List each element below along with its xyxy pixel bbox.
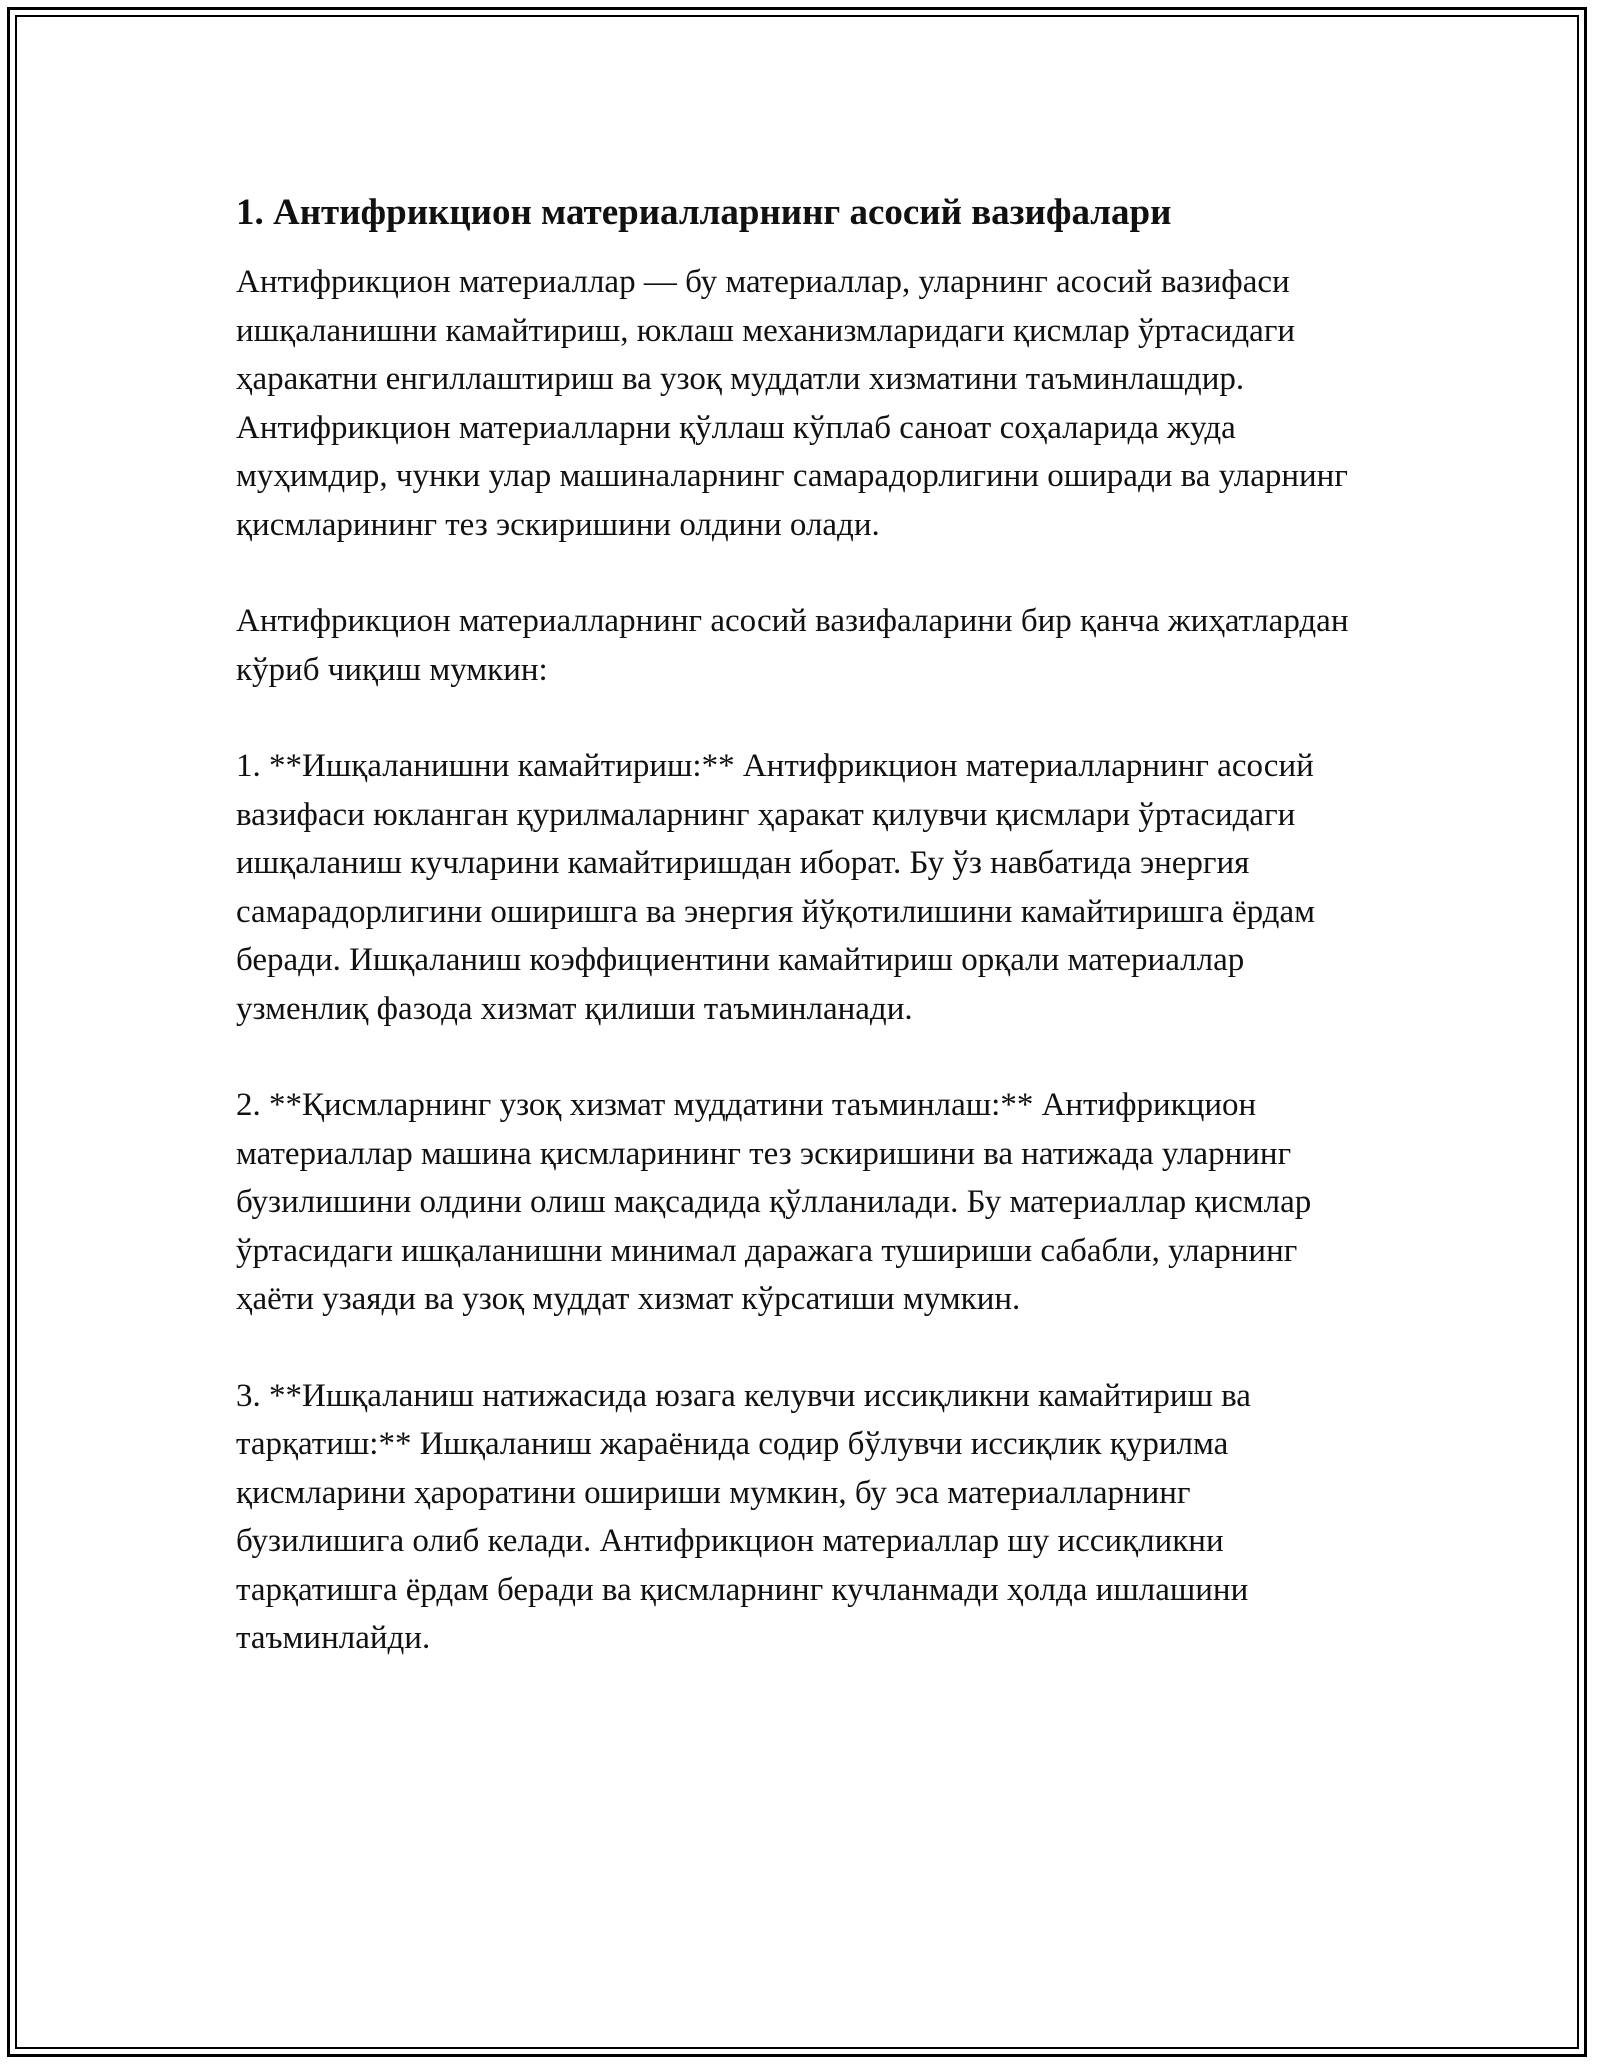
paragraph-intro: Антифрикцион материаллар — бу материаллар, уларнинг асосий вазифаси ишқаланишни камайтириш, юклаш механизмларидаги қисмлар ўртасидаги ҳаракатни енгиллаштириш ва узоқ муддатли хизматини таъминлашдир. Антифрикцион материалларни қўллаш кўплаб саноат соҳаларида жуда муҳимдир, чунки улар машиналарнинг самарадорлигини оширади ва уларнинг қисмларининг тез эскиришини олдини олади. xyxy=(236,264,1348,543)
section-heading: 1. Антифрикцион материалларнинг асосий вазифалари xyxy=(236,192,1172,233)
paragraph-item-2: 2. **Қисмларнинг узоқ хизмат муддатини таъминлаш:** Антифрикцион материаллар машина қисмларининг тез эскиришини ва натижада уларнинг бузилишини олдини олиш мақсадида қўлланилади. Бу материаллар қисмлар ўртасидаги ишқаланишни минимал даражага тушириши сабабли, уларнинг ҳаёти узаяди ва узоқ муддат хизмат кўрсатиши мумкин. xyxy=(236,1087,1312,1317)
document-body xyxy=(236,188,1366,1711)
paragraph-overview: Антифрикцион материалларнинг асосий вазифаларини бир қанча жиҳатлардан кўриб чиқиш мумкин: xyxy=(236,603,1349,688)
paragraph-item-1: 1. **Ишқаланишни камайтириш:** Антифрикцион материалларнинг асосий вазифаси юкланган қурилмаларнинг ҳаракат қилувчи қисмлари ўртасидаги ишқаланиш кучларини камайтиришдан иборат. Бу ўз навбатида энергия самарадорлигини оширишга ва энергия йўқотилишини камайтиришга ёрдам беради. Ишқаланиш коэффициентини камайтириш орқали материаллар узменлиқ фазода хизмат қилиши таъминланади. xyxy=(236,748,1315,1027)
paragraph-item-3: 3. **Ишқаланиш натижасида юзага келувчи иссиқликни камайтириш ва тарқатиш:** Ишқаланиш жараёнида содир бўлувчи иссиқлик қурилма қисмларини ҳароратини ошириши мумкин, бу эса материалларнинг бузилишига олиб келади. Антифрикцион материаллар шу иссиқликни тарқатишга ёрдам беради ва қисмларнинг кучланмади ҳолда ишлашини таъминлайди. xyxy=(236,1377,1251,1656)
